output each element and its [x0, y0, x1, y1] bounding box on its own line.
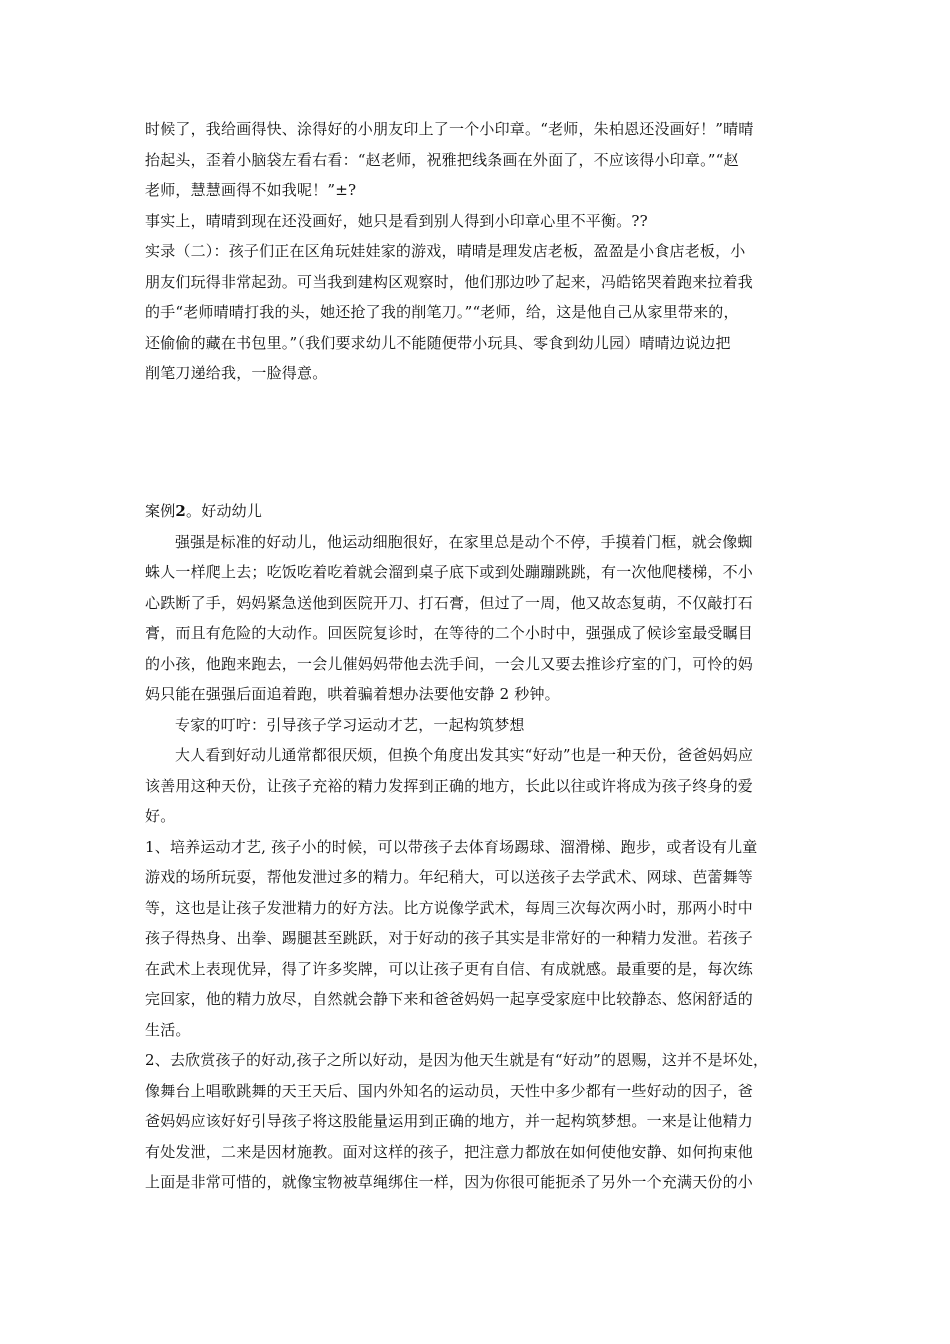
text-line: 强强是标准的好动儿，他运动细胞很好，在家里总是动个不停，手摸着门框，就会像蜘	[175, 532, 753, 551]
case-heading-title: 。好动幼儿	[186, 502, 263, 520]
text-line: 2、去欣赏孩子的好动,孩子之所以好动，是因为他天生就是有“好动”的恩赐，这并不是坏处，	[145, 1051, 769, 1069]
text-line: 等，这也是让孩子发泄精力的好方法。比方说像学武术，每周三次每次两小时，那两小时中	[145, 898, 754, 917]
case-2-section	[145, 496, 810, 1198]
text-line: 该善用这种天份，让孩子充裕的精力发挥到正确的地方，长此以往或许将成为孩子终身的爱	[145, 776, 754, 795]
text-line: 游戏的场所玩耍，帮他发泄过多的精力。年纪稍大，可以送孩子去学武术、网球、芭蕾舞等	[145, 868, 754, 886]
text-line: 有处发泄，二来是因材施教。面对这样的孩子，把注意力都放在如何使他安静、如何拘束他	[145, 1142, 754, 1161]
case-description-paragraph	[145, 527, 810, 710]
case-heading-prefix: 案例	[145, 502, 176, 520]
case-heading-number: 2	[175, 502, 187, 520]
text-line: 时候了，我给画得快、涂得好的小朋友印上了一个小印章。“老师，朱柏恩还没画好！”晴晴	[145, 120, 754, 138]
text-line: 像舞台上唱歌跳舞的天王天后、国内外知名的运动员，天性中多少都有一些好动的因子，爸	[145, 1081, 754, 1100]
text-line: 在武术上表现优异，得了许多奖牌，可以让孩子更有自信、有成就感。最重要的是，每次练	[145, 959, 754, 978]
case-heading	[145, 496, 810, 527]
text-line: 大人看到好动儿通常都很厌烦，但换个角度出发其实“好动”也是一种天份，爸爸妈妈应	[175, 746, 754, 764]
text-line: 还偷偷的藏在书包里。”（我们要求幼儿不能随便带小玩具、零食到幼儿园）晴晴边说边把	[145, 333, 731, 352]
text-line: 的手“老师晴晴打我的头，她还抢了我的削笔刀。”“老师，给，这是他自己从家里带来的，	[145, 303, 739, 321]
text-line: 削笔刀递给我，一脸得意。	[145, 364, 328, 382]
text-line: 朋友们玩得非常起劲。可当我到建构区观察时，他们那边吵了起来，冯皓铭哭着跑来拉着我	[145, 272, 754, 291]
text-line: 实录（二）：孩子们正在区角玩娃娃家的游戏，晴晴是理发店老板，盈盈是小食店老板，小	[145, 242, 746, 260]
text-line: 好。	[145, 807, 176, 825]
text-line: 孩子得热身、出拳、踢腿甚至跳跃，对于好动的孩子其实是非常好的一种精力发泄。若孩子	[145, 929, 754, 947]
case-record-section	[145, 114, 810, 389]
text-line: 爸妈妈应该好好引导孩子将这股能量运用到正确的地方，并一起构筑梦想。一来是让他精力	[145, 1112, 754, 1130]
text-line: 膏，而且有危险的大动作。回医院复诊时，在等待的二个小时中，强强成了候诊室最受瞩目	[145, 624, 754, 642]
expert-advice-heading: 专家的叮咛：引导孩子学习运动才艺，一起构筑梦想	[175, 715, 525, 734]
text-line: 上面是非常可惜的，就像宝物被草绳绑住一样，因为你很可能扼杀了另外一个充满天份的小	[145, 1173, 754, 1191]
text-line: 的小孩，他跑来跑去，一会儿催妈妈带他去洗手间，一会儿又要去推诊疗室的门，可怜的妈	[145, 654, 754, 673]
text-line: 事实上，晴晴到现在还没画好，她只是看到别人得到小印章心里不平衡。??	[145, 211, 648, 230]
text-line: 1、培养运动才艺, 孩子小的时候，可以带孩子去体育场踢球、溜滑梯、跑步，或者设有儿童	[145, 837, 758, 856]
text-line: 老师，慧慧画得不如我呢！”±?	[145, 181, 357, 199]
point-2-paragraph	[145, 1045, 810, 1198]
text-line: 完回家，他的精力放尽，自然就会静下来和爸爸妈妈一起享受家庭中比较静态、悠闲舒适的	[145, 990, 754, 1008]
text-line: 生活。	[145, 1020, 191, 1039]
expert-advice-paragraph	[145, 740, 810, 832]
text-line: 抬起头，歪着小脑袋左看右看：“赵老师，祝雅把线条画在外面了，不应该得小印章。”“赵	[145, 150, 739, 169]
point-1-paragraph	[145, 832, 810, 1046]
text-line: 妈只能在强强后面追着跑，哄着骗着想办法要他安静 2 秒钟。	[145, 685, 560, 703]
text-line: 蛛人一样爬上去；吃饭吃着吃着就会溜到桌子底下或到处蹦蹦跳跳，有一次他爬楼梯，不小	[145, 563, 754, 581]
text-line: 心跌断了手，妈妈紧急送他到医院开刀、打石膏，但过了一周，他又故态复萌，不仅敲打石	[145, 593, 754, 612]
